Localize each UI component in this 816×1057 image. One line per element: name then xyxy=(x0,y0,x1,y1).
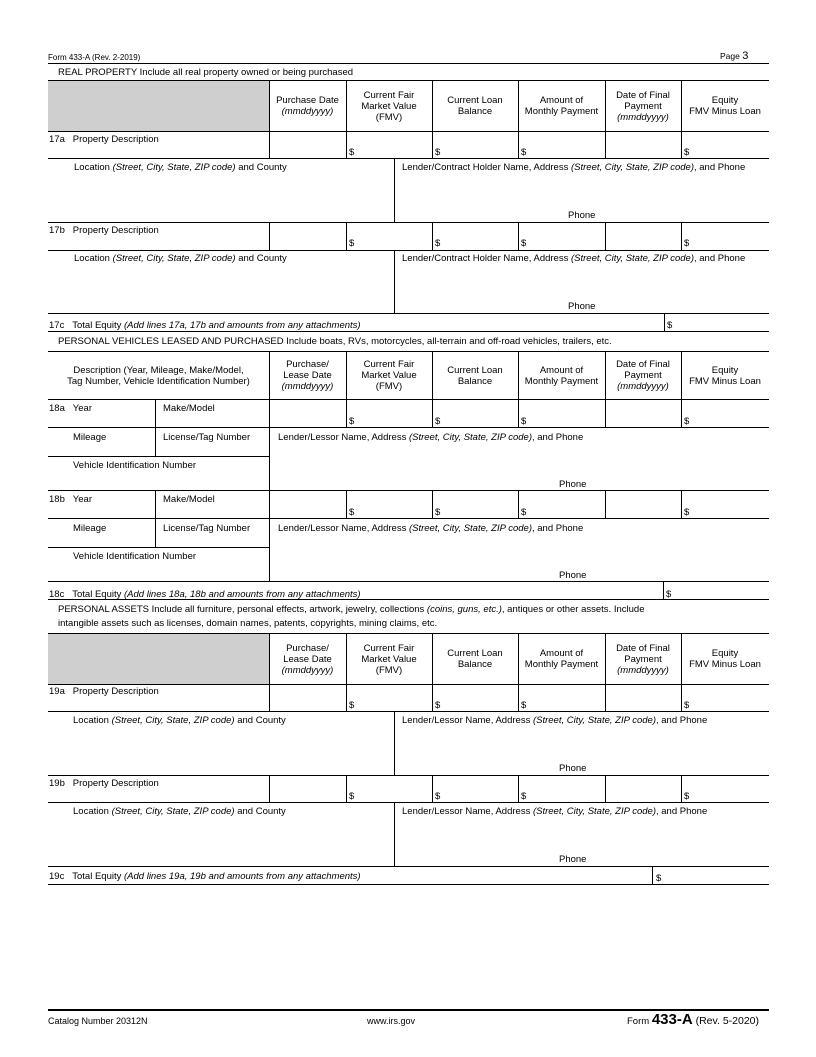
line-17b: 17b Property Description xyxy=(49,225,159,236)
line-19c-total: 19c Total Equity (Add lines 19a, 19b and amounts from any attachments) xyxy=(49,871,361,882)
col-monthly-payment: Amount of Monthly Payment xyxy=(524,648,599,670)
col-final-payment: Date of Final Payment (mmddyyyy) xyxy=(616,642,670,676)
lender-label: Lender/Lessor Name, Address (Street, City, State, ZIP code), and Phone xyxy=(402,806,708,817)
location-label: Location (Street, City, State, ZIP code) and County xyxy=(74,253,287,264)
lender-label: Lender/Contract Holder Name, Address (Street, City, State, ZIP code), and Phone xyxy=(402,253,746,264)
irs-website: www.irs.gov xyxy=(367,1016,416,1026)
dollar-sign: $ xyxy=(521,507,527,518)
col-monthly-payment: Amount of Monthly Payment xyxy=(524,95,599,117)
license-tag-label: License/Tag Number xyxy=(163,523,251,534)
col-final-payment: Date of Final Payment (mmddyyyy) xyxy=(616,89,670,123)
col-vehicle-description: Description (Year, Mileage, Make/Model, Tag Number, Vehicle Identification Number) xyxy=(67,364,250,387)
dollar-sign: $ xyxy=(684,238,690,249)
dollar-sign: $ xyxy=(521,700,527,711)
dollar-sign: $ xyxy=(684,700,690,711)
line-17c-total: 17c Total Equity (Add lines 17a, 17b and amounts from any attachments) xyxy=(49,320,361,331)
dollar-sign: $ xyxy=(435,147,441,158)
form-revision: Form 433-A (Rev. 2-2019) xyxy=(48,53,141,62)
dollar-sign: $ xyxy=(349,791,355,802)
dollar-sign: $ xyxy=(684,507,690,518)
col-loan-balance: Current Loan Balance xyxy=(447,95,503,117)
col-fmv: Current Fair Market Value (FMV) xyxy=(361,642,417,676)
dollar-sign: $ xyxy=(521,238,527,249)
dollar-sign: $ xyxy=(435,416,441,427)
dollar-sign: $ xyxy=(435,238,441,249)
col-loan-balance: Current Loan Balance xyxy=(447,648,503,670)
col-fmv: Current Fair Market Value (FMV) xyxy=(361,89,417,123)
lender-label: Lender/Lessor Name, Address (Street, City, State, ZIP code), and Phone xyxy=(278,523,584,534)
dollar-sign: $ xyxy=(666,589,672,600)
dollar-sign: $ xyxy=(349,147,355,158)
phone-label: Phone xyxy=(559,763,587,774)
phone-label: Phone xyxy=(568,301,596,312)
lender-label: Lender/Lessor Name, Address (Street, City, State, ZIP code), and Phone xyxy=(278,432,584,443)
phone-label: Phone xyxy=(559,854,587,865)
phone-label: Phone xyxy=(559,570,587,581)
vin-label: Vehicle Identification Number xyxy=(73,551,197,562)
catalog-number: Catalog Number 20312N xyxy=(48,1016,148,1026)
license-tag-label: License/Tag Number xyxy=(163,432,251,443)
dollar-sign: $ xyxy=(349,507,355,518)
mileage-label: Mileage xyxy=(73,523,107,534)
line-17a: 17a Property Description xyxy=(49,134,159,145)
vin-label: Vehicle Identification Number xyxy=(73,460,197,471)
phone-label: Phone xyxy=(568,210,596,221)
col-purchase-date: Purchase Date (mmddyyyy) xyxy=(276,95,339,117)
dollar-sign: $ xyxy=(667,320,673,331)
dollar-sign: $ xyxy=(349,238,355,249)
dollar-sign: $ xyxy=(521,791,527,802)
page-label: Page 3 xyxy=(720,50,749,62)
col-final-payment: Date of Final Payment (mmddyyyy) xyxy=(616,359,670,392)
make-model-label: Make/Model xyxy=(163,403,215,414)
phone-label: Phone xyxy=(559,479,587,490)
dollar-sign: $ xyxy=(521,147,527,158)
dollar-sign: $ xyxy=(435,791,441,802)
col-fmv: Current Fair Market Value (FMV) xyxy=(361,359,417,392)
dollar-sign: $ xyxy=(656,873,662,884)
line-19a: 19a Property Description xyxy=(49,686,159,697)
dollar-sign: $ xyxy=(684,147,690,158)
dollar-sign: $ xyxy=(521,416,527,427)
lender-label: Lender/Lessor Name, Address (Street, City, State, ZIP code), and Phone xyxy=(402,715,708,726)
line-18b-year: 18b Year xyxy=(49,494,92,505)
dollar-sign: $ xyxy=(349,416,355,427)
line-19b: 19b Property Description xyxy=(49,778,159,789)
lender-label: Lender/Contract Holder Name, Address (Street, City, State, ZIP code), and Phone xyxy=(402,162,746,173)
dollar-sign: $ xyxy=(435,700,441,711)
dollar-sign: $ xyxy=(684,791,690,802)
real-property-heading: REAL PROPERTY Include all real property owned or being purchased xyxy=(58,67,354,78)
col-loan-balance: Current Loan Balance xyxy=(447,364,503,387)
dollar-sign: $ xyxy=(684,416,690,427)
location-label: Location (Street, City, State, ZIP code) and County xyxy=(74,162,287,173)
mileage-label: Mileage xyxy=(73,432,107,443)
col-equity: Equity FMV Minus Loan xyxy=(689,648,761,670)
col-purchase-lease-date: Purchase/ Lease Date (mmddyyyy) xyxy=(281,642,334,676)
location-label: Location (Street, City, State, ZIP code) and County xyxy=(73,806,286,817)
header-shaded-cell xyxy=(48,634,269,684)
col-purchase-lease-date: Purchase/ Lease Date (mmddyyyy) xyxy=(281,359,334,392)
col-monthly-payment: Amount of Monthly Payment xyxy=(524,364,599,387)
line-18a-year: 18a Year xyxy=(49,403,92,414)
make-model-label: Make/Model xyxy=(163,494,215,505)
col-equity: Equity FMV Minus Loan xyxy=(689,364,761,387)
location-label: Location (Street, City, State, ZIP code) and County xyxy=(73,715,286,726)
header-shaded-cell xyxy=(48,81,269,131)
dollar-sign: $ xyxy=(349,700,355,711)
vehicles-heading: PERSONAL VEHICLES LEASED AND PURCHASED Include boats, RVs, motorcycles, all-terrain and off-road vehicles, trailers, etc. xyxy=(58,336,612,347)
form-number: Form 433-A (Rev. 5-2020) xyxy=(627,1011,760,1028)
col-equity: Equity FMV Minus Loan xyxy=(689,95,761,117)
line-18c-total: 18c Total Equity (Add lines 18a, 18b and amounts from any attachments) xyxy=(49,589,361,600)
dollar-sign: $ xyxy=(435,507,441,518)
assets-heading-line2: intangible assets such as licenses, domain names, patents, copyrights, mining claims, etc. xyxy=(58,618,438,629)
assets-heading-line1: PERSONAL ASSETS Include all furniture, personal effects, artwork, jewelry, collections (coins, guns, etc.), antiques or other assets. Include xyxy=(58,604,645,615)
